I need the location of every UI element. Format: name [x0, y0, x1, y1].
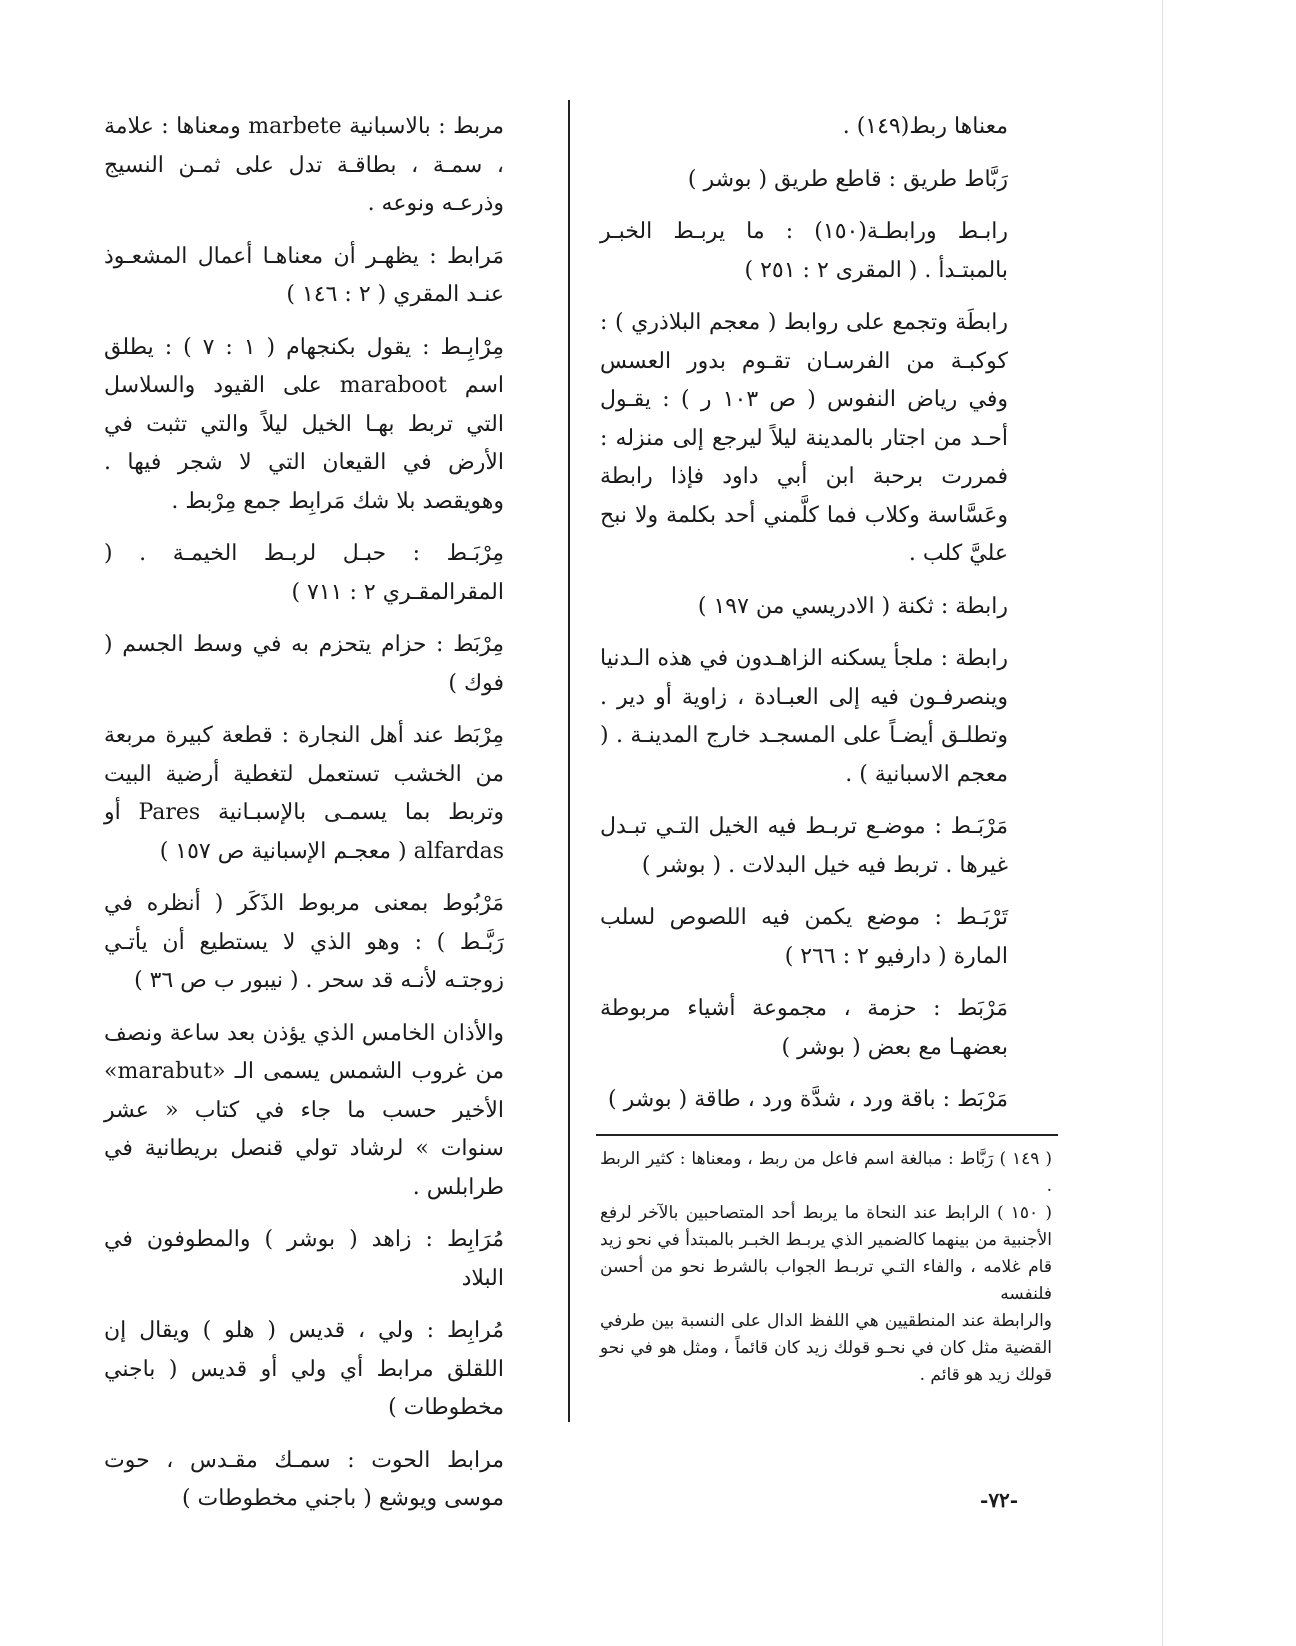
entry-marbut: مَرْبُوط بمعنى مربوط الذَكَر ( أنظره في رَبَّـط ) : وهو الذي لا يستطيع أن يأتـي زوجتـه لأنـه قد سحر . ( نيبور ب ص ٣٦ ) [104, 891, 504, 993]
entry-mirbat-habl: مِرْبَـط : حبـل لربـط الخيمـة . ( المقرالمقـري ٢ : ٧١١ ) [104, 541, 504, 605]
entry-maanaha-rabt: معناها ربط(١٤٩) . [842, 114, 1008, 139]
entry-mirbat-hizam: مِرْبَط : حزام يتحزم به في وسط الجسم ( فوك ) [104, 632, 504, 696]
entry-marabit-mushaawidh: مَرابط : يظهـر أن معناهـا أعمال المشعـوذ عنـد المقري ( ٢ : ١٤٦ ) [104, 243, 504, 307]
entry-murabit-wali: مُرابِط : ولي ، قديس ( هلو ) ويقال إن اللقلق مرابط أي ولي أو قديس ( باجني مخطوطات ) [104, 1318, 504, 1420]
footnote-150-continued: والرابطة عند المنطقيين هي اللفظ الدال على النسبة بين طرفي القضية مثل كان في نحـو قولك زيد كان قائماً ، ومثل هو في نحو قولك زيد هو قائم . [600, 1311, 1052, 1385]
entry-tarbat: تَرْبَـط : موضع يكمن فيه اللصوص لسلب المارة ( دارفيو ٢ : ٢٦٦ ) [600, 905, 1008, 969]
entry-marbat-baqa: مَرْبَط : باقة ورد ، شدَّة ورد ، طاقة ( بوشر ) [608, 1087, 1008, 1112]
entry-marbat-marbete: مربط : بالاسبانية marbete ومعناها : علامة ، سمـة ، بطاقـة تدل على ثمـن النسيج وذرعـه ونوعه . [104, 114, 504, 216]
entry-murabit-zahid: مُرَابِط : زاهد ( بوشر ) والمطوفون في البلاد [104, 1227, 504, 1291]
entry-marbat-khayl: مَرْبَـط : موضـع تربـط فيه الخيل التـي تبـدل غيرها . تربط فيه خيل البدلات . ( بوشر ) [600, 814, 1008, 878]
footnote-150: ( ١٥٠ ) الرابط عند النحاة ما يربط أحد المتصاحبين بالآخر لرفع الأجنبية من بينهما كالضمير الذي يربـط الخبـر بالمبتدأ في نحو زيد قام غلامه ، والفاء التـي تربـط الجواب بالشرط نحو من أحسن فلنفسه [600, 1203, 1052, 1304]
entry-mirbat-nijara: مِرْبَط عند أهل النجارة : قطعة كبيرة مربعة من الخشب تستعمل لتغطية أرضية البيت وتربط بما يسمـى بالإسبـانية Pares أو alfardas ( معجـم الإسبانية ص ١٥٧ ) [104, 723, 504, 864]
left-column [104, 108, 504, 1533]
entry-mirabit-maraboot: مِرْابِـط : يقول بكنجهام ( ١ : ٧ ) : يطلق اسم maraboot على القيود والسلاسل التي تربط بهـا الخيل ليلاً والتي تثبت في الأرض في القيعان التي لا شجر فيها . وهويقصد بلا شك مَرابِط جمع مِرْبط . [104, 334, 504, 514]
scan-edge-line [1162, 0, 1163, 1646]
entry-rabita-rawabit: رابطَة وتجمع على روابط ( معجم البلاذري ) : كوكبـة من الفرسـان تقـوم بدور العسس وفي رياض النفوس ( ص ١٠٣ ر ) : يقـول أحـد من اجتار بالمدينة ليلاً ليرجع إلى منزله : فمررت برحبة ابن أبي داود فإذا رابطة وعَسَّاسة وكلاب فما كلَّمني أحد بكلمة ولا نبح عليَّ كلب . [600, 310, 1008, 566]
entry-marabit-alhut: مرابط الحوت : سمـك مقـدس ، حوت موسى ويوشع ( باجني مخطوطات ) [104, 1447, 504, 1511]
entry-adhan-marabut: والأذان الخامس الذي يؤذن بعد ساعة ونصف من غروب الشمس يسمى الـ «marabut» الأخير حسب ما جاء في كتاب « عشر سنوات » لرشاد تولي قنصل بريطانية في طرابلس . [104, 1020, 504, 1200]
entry-rabita-thukna: رابطة : ثكنة ( الادريسي من ١٩٧ ) [697, 593, 1008, 619]
entry-rabita-malja: رابطة : ملجأ يسكنه الزاهـدون في هذه الـدنيا وينصرفـون فيه إلى العبـادة ، زاوية أو دير . وتطلـق أيضـاً على المسجـد خارج المدينـة . ( معجم الاسبانية ) . [600, 646, 1008, 787]
entry-rabbat-tariq: رَبَّاط طريق : قاطع طريق ( بوشر ) [687, 166, 1008, 192]
footnote-149: ( ١٤٩ ) رَبَّاط : مبالغة اسم فاعل من ربط ، ومعناها : كثير الربط . [600, 1149, 1052, 1196]
page-number: -٧٢- [980, 1488, 1019, 1512]
column-divider [568, 100, 570, 1422]
entry-marbat-hizma: مَرْبَط : حزمة ، مجموعة أشياء مربوطة بعضهـا مع بعض ( بوشر ) [600, 996, 1008, 1060]
footnote-rule [596, 1134, 1058, 1136]
entry-rabit-wa-rabita: رابـط ورابطـة(١٥٠) : ما يربـط الخبـر بالمبتـدأ . ( المقرى ٢ : ٢٥١ ) [600, 219, 1008, 283]
footnotes [600, 1146, 1052, 1389]
right-column [600, 108, 1008, 1134]
